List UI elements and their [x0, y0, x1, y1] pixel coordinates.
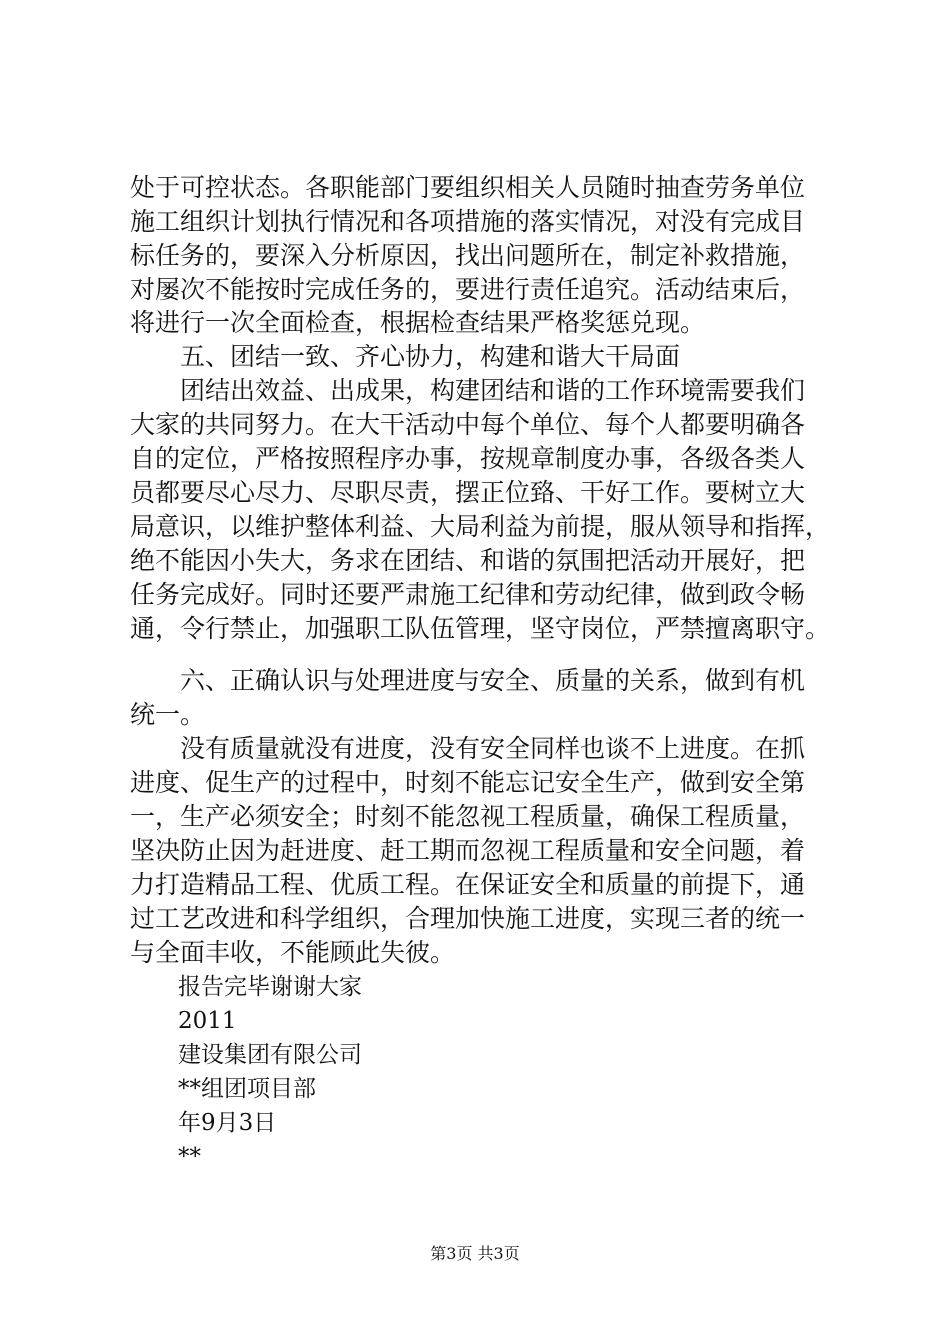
closing-line: 报告完毕谢谢大家: [178, 974, 362, 1000]
body-line: 处于可控状态。各职能部门要组织相关人员随时抽查劳务单位: [130, 173, 806, 202]
signature-year: 2011: [178, 1008, 237, 1034]
section-heading-5: 五、团结一致、齐心协力，构建和谐大干局面: [180, 342, 681, 371]
body-line: 通，令行禁止，加强职工队伍管理，坚守岗位，严禁擅离职守。: [130, 614, 831, 643]
signature-department: **组团项目部: [178, 1076, 316, 1102]
body-line: 过工艺改进和科学组织，合理加快施工进度，实现三者的统一: [130, 904, 806, 933]
body-line: 标任务的，要深入分析原因，找出问题所在，制定补救措施，: [130, 241, 806, 270]
signature-date: 年9月3日: [178, 1110, 277, 1136]
body-line: 一，生产必须安全；时刻不能忽视工程质量，确保工程质量，: [130, 802, 806, 831]
body-line: 施工组织计划执行情况和各项措施的落实情况，对没有完成目: [130, 207, 806, 236]
body-line: 任务完成好。同时还要严肃施工纪律和劳动纪律，做到政令畅: [130, 580, 806, 609]
body-line: 大家的共同努力。在大干活动中每个单位、每个人都要明确各: [130, 410, 806, 439]
body-line: 与全面丰收，不能顾此失彼。: [130, 938, 456, 967]
page-footer: 第3页 共3页: [430, 1244, 520, 1263]
body-line: 将进行一次全面检查，根据检查结果严格奖惩兑现。: [130, 308, 706, 337]
body-line: 力打造精品工程、优质工程。在保证安全和质量的前提下，通: [130, 870, 806, 899]
body-line: 统一。: [130, 700, 206, 729]
body-line: 绝不能因小失大，务求在团结、和谐的氛围把活动开展好，把: [130, 546, 806, 575]
body-line: 没有质量就没有进度，没有安全同样也谈不上进度。在抓: [180, 734, 806, 763]
signature-mark: **: [178, 1144, 201, 1170]
body-line: 自的定位，严格按照程序办事，按规章制度办事，各级各类人: [130, 444, 806, 473]
signature-company: 建设集团有限公司: [178, 1042, 362, 1068]
body-line: 团结出效益、出成果，构建团结和谐的工作环境需要我们: [180, 376, 806, 405]
body-line: 对屡次不能按时完成任务的，要进行责任追究。活动结束后，: [130, 275, 806, 304]
body-line: 局意识，以维护整体利益、大局利益为前提，服从领导和指挥，: [130, 512, 831, 541]
body-line: 坚决防止因为赶进度、赶工期而忽视工程质量和安全问题，着: [130, 836, 806, 865]
section-heading-6: 六、正确认识与处理进度与安全、质量的关系，做到有机: [180, 666, 806, 695]
body-line: 进度、促生产的过程中，时刻不能忘记安全生产，做到安全第: [130, 768, 806, 797]
body-line: 员都要尽心尽力、尽职尽责，摆正位臵、干好工作。要树立大: [130, 478, 806, 507]
